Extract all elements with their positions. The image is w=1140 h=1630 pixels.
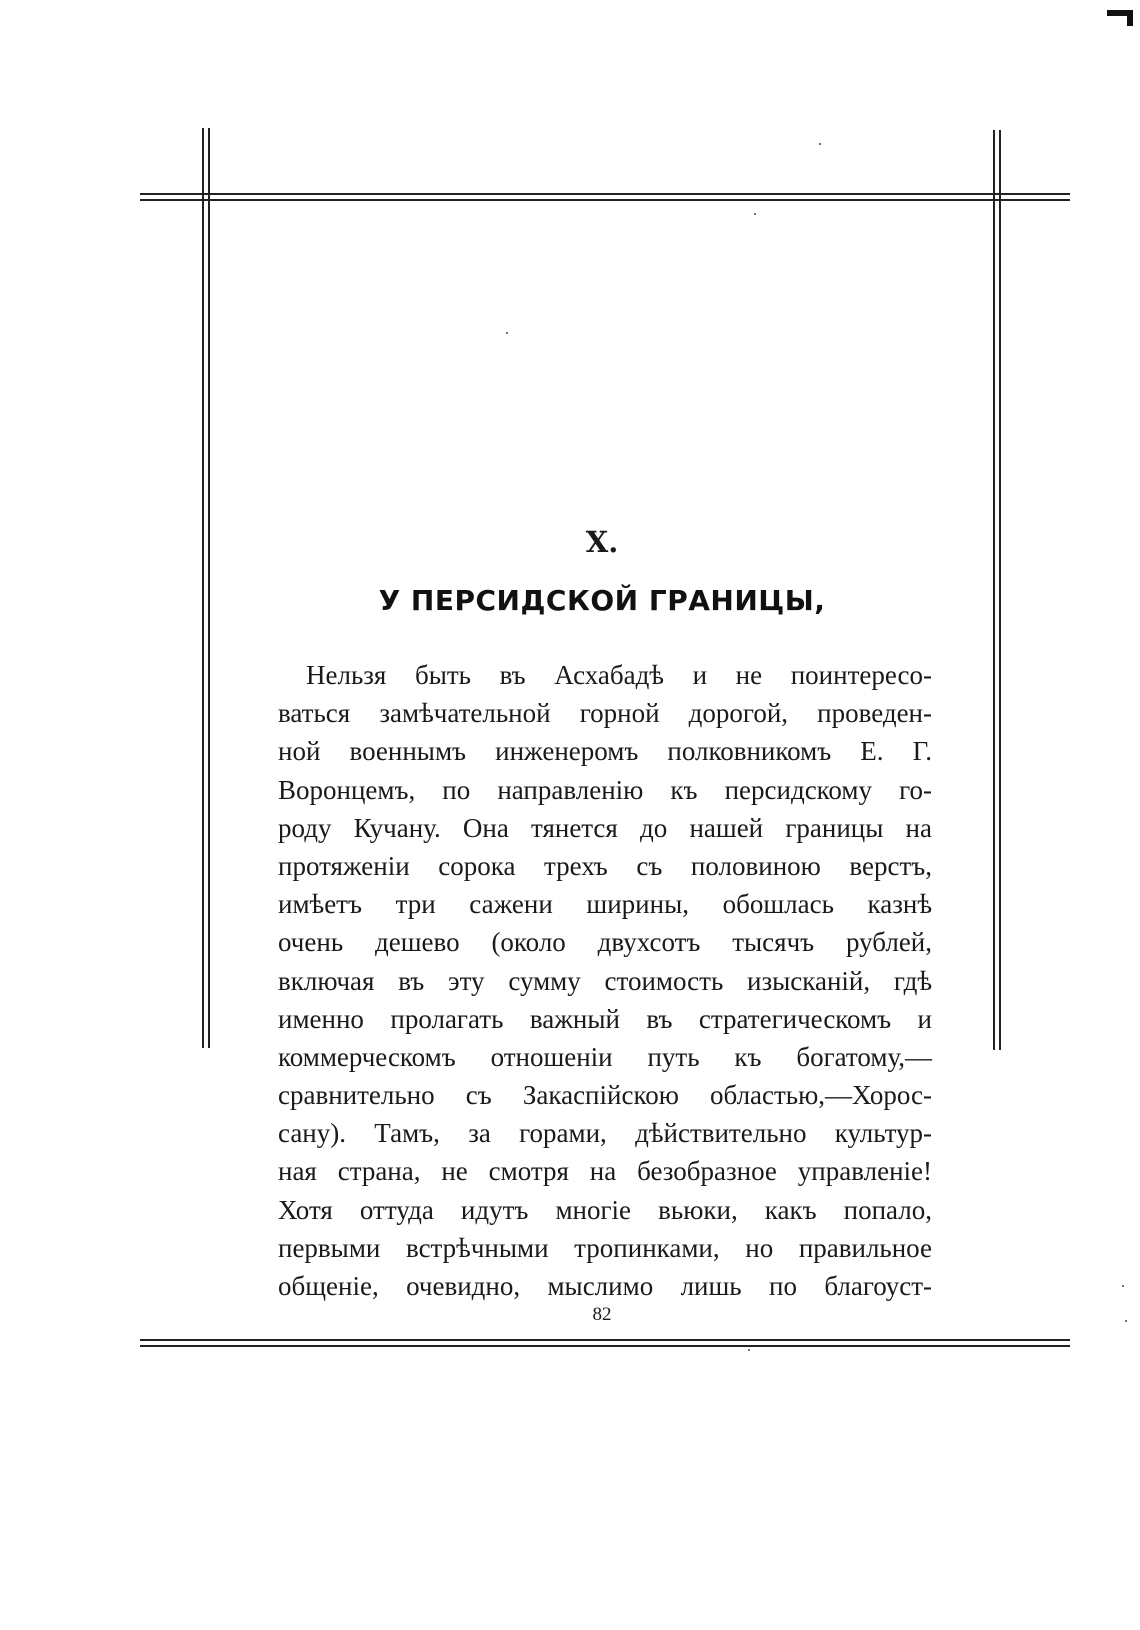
- text-line: сану). Тамъ, за горами, дѣйствительно культур-: [278, 1118, 932, 1149]
- frame-top-inner-line: [140, 199, 1070, 201]
- text-line: коммерческомъ отношеніи путь къ богатому,—: [278, 1041, 932, 1072]
- frame-bottom-inner-line: [140, 1345, 1070, 1347]
- text-line: сравнительно съ Закаспійскою областью,—Хорос-: [278, 1080, 932, 1111]
- scan-speck: [1125, 1320, 1127, 1322]
- frame-right-outer-line: [999, 130, 1001, 1050]
- text-line: роду Кучану. Она тянется до нашей границы на: [278, 812, 932, 843]
- text-line: именно пролагать важный въ стратегическомъ и: [278, 1003, 932, 1034]
- text-line: очень дешево (около двухсотъ тысячъ рублей,: [278, 927, 932, 958]
- scan-speck: [819, 143, 821, 145]
- page-number: 82: [592, 1304, 612, 1325]
- text-line: включая въ эту сумму стоимость изысканій, гдѣ: [278, 965, 932, 996]
- scan-corner-mark: [1105, 6, 1135, 28]
- frame-left-outer-line: [202, 128, 204, 1048]
- text-line: Нельзя быть въ Асхабадѣ и не поинтересо-: [306, 660, 932, 690]
- text-line: Хотя оттуда идутъ многіе вьюки, какъ попало,: [278, 1194, 932, 1225]
- text-line: ная страна, не смотря на безобразное управленіе!: [278, 1156, 932, 1187]
- chapter-number: X.: [585, 525, 619, 559]
- scan-speck: [1122, 1285, 1124, 1287]
- text-line: ваться замѣчательной горной дорогой, проведен-: [278, 698, 932, 729]
- scan-speck: [754, 213, 756, 215]
- text-line: протяженіи сорока трехъ съ половиною верстъ,: [278, 850, 932, 881]
- text-line: имѣетъ три сажени ширины, обошлась казнѣ: [278, 889, 932, 920]
- frame-bottom-outer-line: [140, 1339, 1070, 1341]
- body-text: [278, 656, 932, 1305]
- scan-speck: [748, 1349, 750, 1351]
- text-line: ной военнымъ инженеромъ полковникомъ Е. Г.: [278, 736, 932, 767]
- text-line: Воронцемъ, по направленію къ персидскому го-: [278, 774, 932, 805]
- text-line: общеніе, очевидно, мыслимо лишь по благоуст-: [278, 1271, 932, 1301]
- scan-speck: [506, 332, 508, 334]
- frame-top-outer-line: [140, 193, 1070, 195]
- chapter-title: У ПЕРСИДСКОЙ ГРАНИЦЫ,: [378, 584, 826, 617]
- text-line: первыми встрѣчными тропинками, но правильное: [278, 1232, 932, 1263]
